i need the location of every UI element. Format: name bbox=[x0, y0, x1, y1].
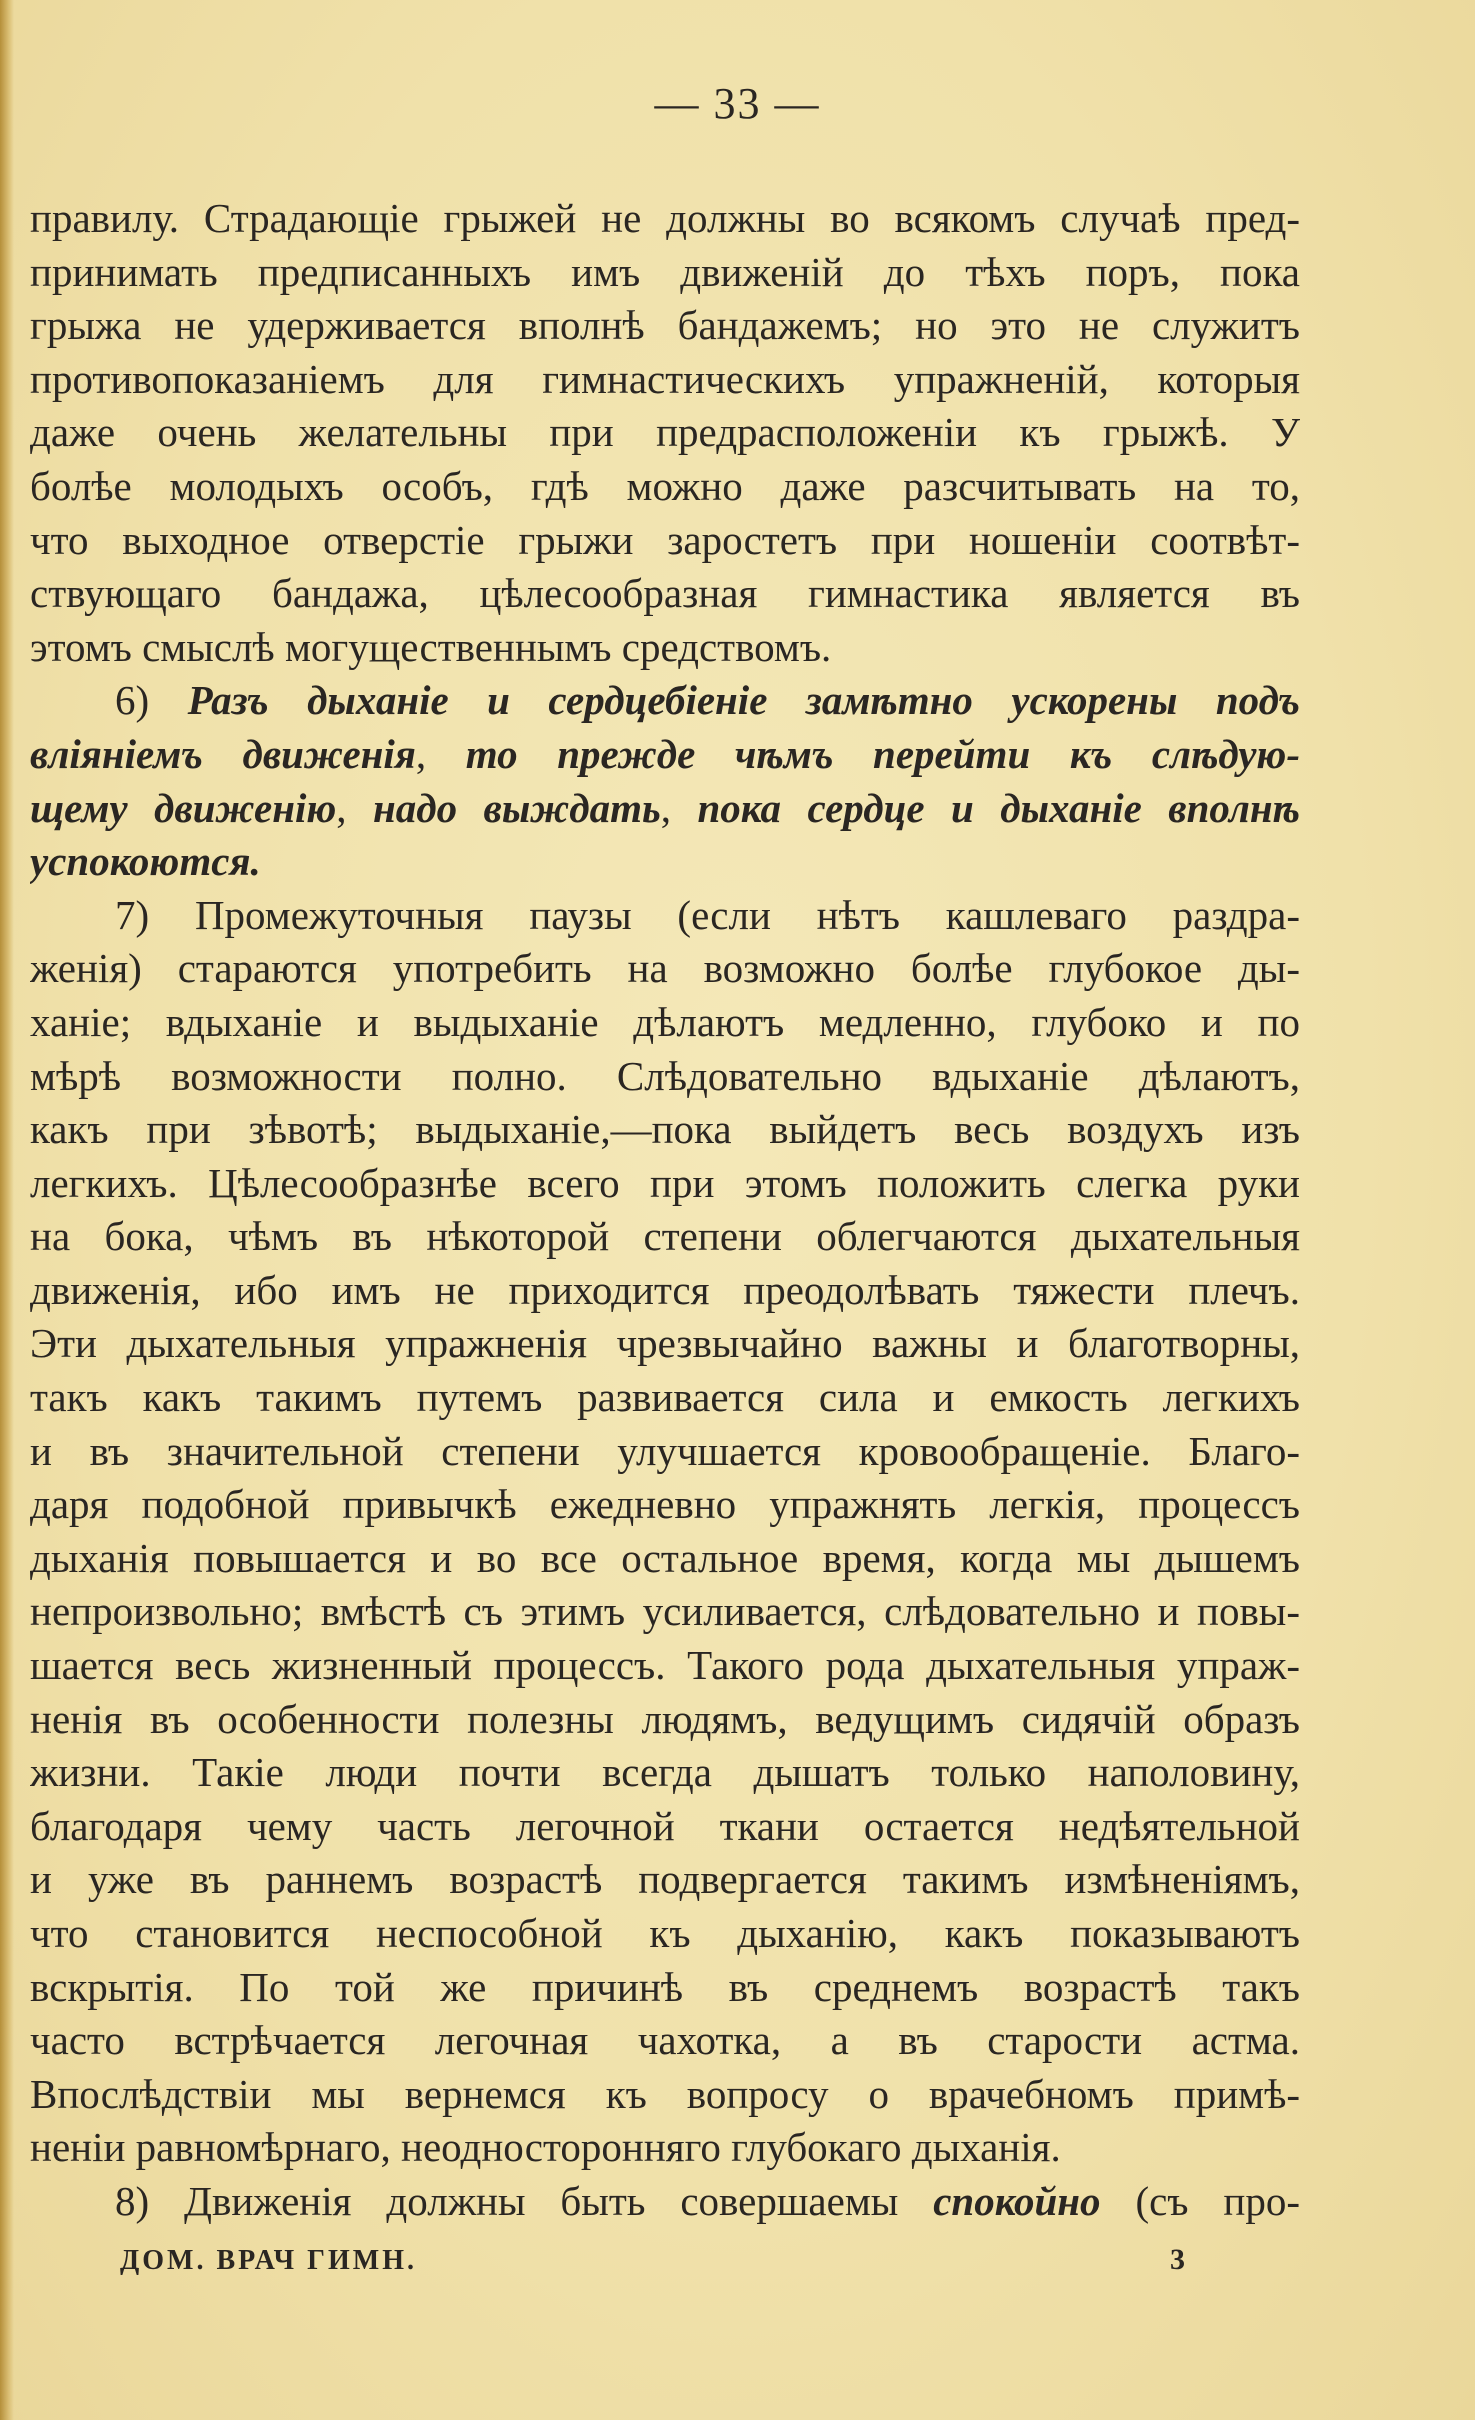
text-line bbox=[30, 782, 1300, 836]
text-line bbox=[30, 996, 1300, 1050]
text-line bbox=[30, 889, 1300, 943]
emphasized-text: надо выждать bbox=[372, 784, 661, 831]
text-segment: что становится неспособной къ дыханію, какъ показываютъ bbox=[30, 1910, 1300, 1956]
emphasized-text: щему движенію bbox=[30, 784, 337, 831]
text-line bbox=[30, 246, 1300, 300]
text-segment: болѣе молодыхъ особъ, гдѣ можно даже разсчитывать на то, bbox=[30, 462, 1300, 509]
text-line bbox=[30, 1050, 1300, 1104]
text-line bbox=[30, 2175, 1300, 2229]
text-segment: легкихъ. Цѣлесообразнѣе всего при этомъ положить слегка руки bbox=[30, 1159, 1300, 1206]
text-line bbox=[30, 1157, 1300, 1211]
text-segment: , bbox=[336, 784, 373, 831]
text-segment: , bbox=[660, 784, 698, 831]
text-line bbox=[30, 299, 1300, 353]
text-segment: 6) bbox=[115, 677, 188, 724]
text-line bbox=[30, 1961, 1300, 2015]
text-line bbox=[30, 1371, 1300, 1425]
text-segment: ненія въ особенности полезны людямъ, ведущимъ сидячій образъ bbox=[30, 1695, 1300, 1742]
text-line bbox=[30, 1478, 1300, 1532]
book-spine-edge bbox=[0, 0, 14, 2420]
text-segment: дыханія повышается и во все остальное время, когда мы дышемъ bbox=[30, 1534, 1300, 1581]
text-segment: движенія, ибо имъ не приходится преодолѣвать тяжести плечъ. bbox=[30, 1266, 1300, 1313]
text-segment: что выходное отверстіе грыжи заростетъ при ношеніи соотвѣт- bbox=[30, 516, 1300, 563]
text-segment: неніи равномѣрнаго, неодносторонняго глубокаго дыханія. bbox=[30, 2124, 1061, 2171]
emphasized-text: вліяніемъ движенія bbox=[30, 730, 416, 777]
page-number: — 33 — bbox=[654, 79, 821, 128]
text-segment: Впослѣдствіи мы вернемся къ вопросу о врачебномъ примѣ- bbox=[30, 2070, 1300, 2117]
text-segment: , bbox=[415, 730, 466, 777]
text-line bbox=[30, 1264, 1300, 1318]
text-line bbox=[30, 1317, 1300, 1371]
text-segment: принимать предписанныхъ имъ движеній до тѣхъ поръ, пока bbox=[30, 248, 1300, 295]
text-line bbox=[30, 353, 1300, 407]
text-segment: мѣрѣ возможности полно. Слѣдовательно вдыханіе дѣлаютъ, bbox=[30, 1052, 1300, 1099]
text-line bbox=[30, 1800, 1300, 1854]
text-segment: на бока, чѣмъ въ нѣкоторой степени облегчаются дыхательныя bbox=[30, 1213, 1300, 1260]
text-line bbox=[30, 1425, 1300, 1479]
body-text bbox=[30, 192, 1300, 2229]
text-segment: непроизвольно; вмѣстѣ съ этимъ усиливается, слѣдовательно и повы- bbox=[30, 1588, 1300, 1635]
text-segment: правилу. Страдающіе грыжей не должны во всякомъ случаѣ пред- bbox=[30, 195, 1300, 241]
text-segment: ханіе; вдыханіе и выдыханіе дѣлаютъ медленно, глубоко и по bbox=[30, 998, 1300, 1045]
text-segment: Эти дыхательныя упражненія чрезвычайно важны и благотворны, bbox=[30, 1320, 1300, 1367]
text-line bbox=[30, 1639, 1300, 1693]
text-segment: даже очень желательны при предрасположеніи къ грыжѣ. У bbox=[30, 409, 1300, 456]
text-line bbox=[30, 1532, 1300, 1586]
text-line bbox=[30, 460, 1300, 514]
text-line bbox=[30, 192, 1300, 246]
text-line bbox=[30, 567, 1300, 621]
text-line bbox=[30, 674, 1300, 728]
text-segment: грыжа не удерживается вполнѣ бандажемъ; но это не служитъ bbox=[30, 302, 1300, 349]
text-line bbox=[30, 406, 1300, 460]
emphasized-text: спокойно bbox=[933, 2177, 1101, 2224]
text-line bbox=[30, 1585, 1300, 1639]
text-segment: благодаря чему часть легочной ткани остается недѣятельной bbox=[30, 1802, 1300, 1849]
text-line bbox=[30, 2014, 1300, 2068]
text-segment: ствующаго бандажа, цѣлесообразная гимнастика является въ bbox=[30, 570, 1300, 617]
footer-signature: ДОМ. ВРАЧ ГИМН. bbox=[120, 2245, 417, 2276]
text-segment: какъ при зѣвотѣ; выдыханіе,—пока выйдетъ весь воздухъ изъ bbox=[30, 1106, 1300, 1153]
text-segment: такъ какъ такимъ путемъ развивается сила и емкость легкихъ bbox=[30, 1374, 1300, 1421]
text-segment: 7) Промежуточныя паузы (если нѣтъ кашлеваго раздра- bbox=[115, 891, 1300, 938]
text-line bbox=[30, 1907, 1300, 1961]
text-segment: этомъ смыслѣ могущественнымъ средствомъ. bbox=[30, 623, 832, 670]
text-line bbox=[30, 1853, 1300, 1907]
text-line bbox=[30, 1746, 1300, 1800]
text-line bbox=[30, 942, 1300, 996]
text-segment: часто встрѣчается легочная чахотка, а въ старости астма. bbox=[30, 2017, 1300, 2064]
text-line bbox=[30, 835, 1300, 889]
text-segment: вскрытія. По той же причинѣ въ среднемъ возрастѣ такъ bbox=[30, 1963, 1300, 2010]
emphasized-text: успокоются. bbox=[30, 838, 261, 885]
emphasized-text: пока сердце и дыханіе вполнѣ bbox=[697, 784, 1300, 831]
text-segment: жизни. Такіе люди почти всегда дышатъ только наполовину, bbox=[30, 1749, 1300, 1796]
text-line bbox=[30, 2068, 1300, 2122]
footer-sheet-number: 3 bbox=[1170, 2243, 1185, 2276]
text-line bbox=[30, 1210, 1300, 1264]
text-line bbox=[30, 728, 1300, 782]
emphasized-text: Разъ дыханіе и сердцебіеніе замѣтно ускорены подъ bbox=[187, 677, 1300, 724]
text-line bbox=[30, 2121, 1300, 2175]
text-segment: и уже въ раннемъ возрастѣ подвергается такимъ измѣненіямъ, bbox=[30, 1856, 1300, 1903]
text-line bbox=[30, 621, 1300, 675]
text-segment: (съ про- bbox=[1100, 2177, 1300, 2224]
text-segment: даря подобной привычкѣ ежедневно упражнять легкія, процессъ bbox=[30, 1481, 1300, 1528]
emphasized-text: то прежде чѣмъ перейти къ слѣдую- bbox=[465, 730, 1300, 777]
text-segment: и въ значительной степени улучшается кровообращеніе. Благо- bbox=[30, 1427, 1300, 1474]
text-segment: противопоказаніемъ для гимнастическихъ упражненій, которыя bbox=[30, 355, 1300, 402]
text-segment: женія) стараются употребить на возможно болѣе глубокое ды- bbox=[30, 945, 1300, 992]
text-line bbox=[30, 1693, 1300, 1747]
text-segment: шается весь жизненный процессъ. Такого рода дыхательныя упраж- bbox=[30, 1642, 1300, 1689]
text-segment: 8) Движенія должны быть совершаемы bbox=[115, 2177, 934, 2224]
text-line bbox=[30, 1103, 1300, 1157]
text-line bbox=[30, 514, 1300, 568]
